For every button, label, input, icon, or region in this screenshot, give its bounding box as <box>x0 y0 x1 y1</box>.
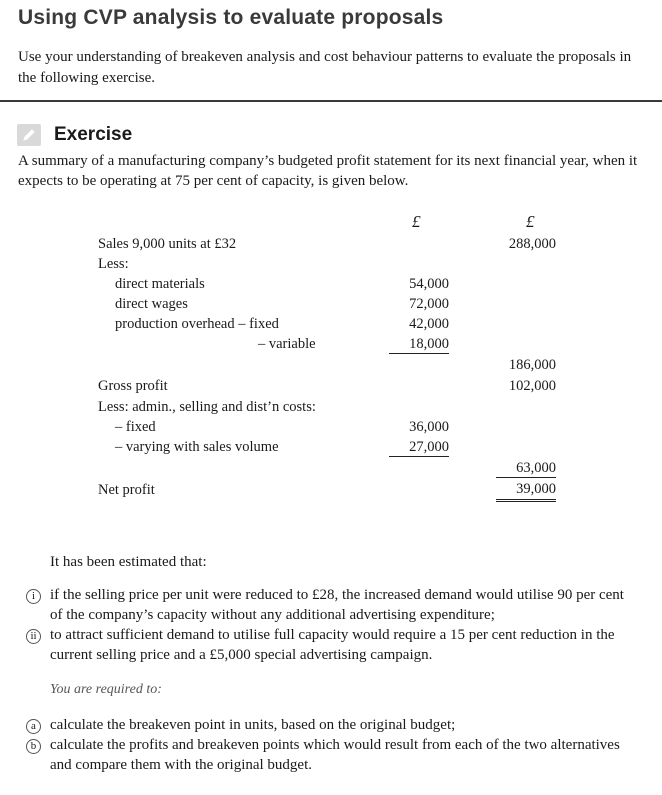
item-text-ii: to attract sufficient demand to utilise full capacity would require a 15 per cent reduction in the current selling price and a £5,000 special advertising campaign. <box>50 627 615 663</box>
gross-profit-label: Gross profit <box>98 378 168 394</box>
task-text-a: calculate the breakeven point in units, based on the original budget; <box>50 717 456 733</box>
production-overhead-fixed-value: 42,000 <box>409 316 449 332</box>
admin-subtotal: 63,000 <box>496 460 556 478</box>
net-profit-label: Net profit <box>98 482 155 498</box>
production-overhead-fixed-label: production overhead – fixed <box>115 316 279 332</box>
net-profit-value: 39,000 <box>496 481 556 502</box>
currency-header-col2: £ <box>526 212 535 231</box>
intro-paragraph: Use your understanding of breakeven analysis and cost behaviour patterns to evaluate the proposals in the following exercise. <box>18 49 632 86</box>
admin-varying-value: 27,000 <box>389 439 449 457</box>
exercise-heading: Exercise <box>54 124 133 145</box>
admin-fixed-value: 36,000 <box>409 419 449 435</box>
page-title: Using CVP analysis to evaluate proposals <box>18 6 444 29</box>
exercise-text: A summary of a manufacturing company’s budgeted profit statement for its next financial year, when it expects to be operating at 75 per cent of capacity, is given below. <box>18 153 638 189</box>
task-text-b: calculate the profits and breakeven points which would result from each of the two alternatives and compare them with the original budget. <box>50 737 620 773</box>
direct-wages-value: 72,000 <box>409 296 449 312</box>
admin-varying-label: – varying with sales volume <box>115 439 279 455</box>
section-divider <box>0 100 662 102</box>
item-mark-i: i <box>26 589 41 604</box>
required-label: You are required to: <box>50 682 162 697</box>
currency-header-col1: £ <box>412 212 421 231</box>
pencil-icon <box>17 124 41 146</box>
estimated-intro: It has been estimated that: <box>50 554 207 570</box>
sales-label: Sales 9,000 units at £32 <box>98 236 237 252</box>
variable-label: – variable <box>258 336 316 352</box>
item-mark-ii: ii <box>26 629 41 644</box>
less-label: Less: <box>98 256 129 272</box>
direct-materials-label: direct materials <box>115 276 205 292</box>
admin-fixed-label: – fixed <box>115 419 156 435</box>
gross-profit-value: 102,000 <box>508 378 556 394</box>
sales-value: 288,000 <box>508 236 556 252</box>
admin-costs-label: Less: admin., selling and dist’n costs: <box>98 399 316 415</box>
direct-materials-value: 54,000 <box>409 276 449 292</box>
task-mark-a: a <box>26 719 41 734</box>
task-mark-b: b <box>26 739 41 754</box>
direct-wages-label: direct wages <box>115 296 188 312</box>
variable-value: 18,000 <box>389 336 449 354</box>
cost-subtotal: 186,000 <box>508 357 556 373</box>
item-text-i: if the selling price per unit were reduced to £28, the increased demand would utilise 90 per cent of the company’s capacity without any additional advertising expenditure; <box>50 587 624 623</box>
